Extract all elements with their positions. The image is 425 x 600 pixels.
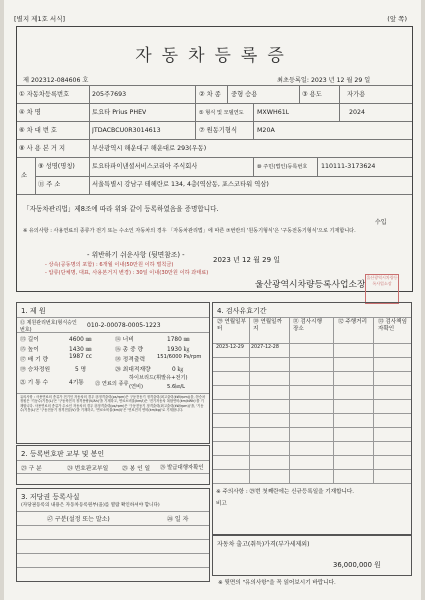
owner-name-label: ⑨ 성명(명칭) [38, 163, 75, 170]
inspection-col-place: ㉛ 검사시행장소 [293, 319, 322, 332]
violation-title: - 위반하기 쉬운사항 (뒷면참조) - [87, 251, 185, 259]
footer-note: ※ 뒷면의 "유의사항"을 꼭 읽어보시기 바랍니다. [218, 580, 336, 586]
width-label: ⑭ 너비 [115, 337, 134, 343]
mortgage-subtitle: (자당권등록의 내용은 자동차등록원부(을)를 열람 확인하셔야 합니다) [21, 503, 160, 508]
load-value: 0 ㎏ [172, 367, 184, 373]
form-label: [별지 제1호 서식] [14, 15, 66, 23]
engine-label: ⑦ 원동기형식 [199, 127, 238, 134]
first-reg-label: 최초등록일: [277, 77, 309, 84]
plate-col-2: ㉔ 번호판교부일 [67, 466, 109, 472]
official-seal-stamp: 울산광역시차량등록사업소장 [365, 274, 399, 304]
price-section [212, 534, 412, 576]
height-value: 1430 ㎜ [69, 347, 92, 353]
id-label: ⑩ 주민(법인)등록번호 [257, 164, 308, 170]
reg-no-label: ① 자동차등록번호 [19, 91, 70, 98]
inspection-note: ※ 주의사항 : ㉙번 첫째란에는 신규등록일을 기재합니다. [216, 489, 355, 495]
inspection-col-to: ㉚ 연월일까지 [253, 319, 282, 332]
displacement-label: ⑰ 배 기 량 [20, 357, 49, 363]
inspection-title: 4. 검사유효기간 [217, 307, 267, 315]
power-value: 151/6000 Ps/rpm [157, 354, 202, 360]
plate-col-1: ㉓ 구 분 [21, 466, 42, 472]
type-value: 중형 승용 [231, 91, 258, 98]
model-label: ⑤ 형식 및 모델연도 [199, 110, 244, 116]
violation-line-1: - 상속(공동명의 포함) : 6개월 이내(50만원 이하 벌칙금) [45, 262, 174, 268]
specs-section [16, 302, 210, 444]
note-1: ※ 유의사항 : 사용연료의 종류가 전기 또는 수소인 자동차의 경우 「자동차관리법」에 따른 ⑦번란의 '원동기형식'은 '구동전동기형식'으로 기재합니다. [23, 228, 356, 234]
certificate-frame [16, 26, 413, 292]
certificate-number [23, 75, 88, 84]
mortgage-title: 3. 저당권 등록사실 [21, 493, 80, 501]
model-year-value: 2024 [349, 109, 366, 116]
owner-label: 소 [21, 172, 28, 179]
engine-value: M20A [257, 127, 275, 134]
side-label: (앞 쪽) [387, 15, 407, 23]
certificate-page [4, 0, 421, 600]
vin-label: ⑥ 차 대 번 호 [19, 127, 57, 134]
seats-value: 5 명 [75, 367, 87, 373]
inspection-section [212, 302, 412, 536]
approval-label: ⑫ 제원관리번호(형식승인번호) [20, 320, 77, 333]
length-label: ⑬ 길이 [20, 337, 39, 343]
location-label: ⑧ 사 용 본 거 지 [19, 145, 66, 152]
violation-line-2: - 압류(단체명, 대표, 사용본거지 변경) : 30일 이내(30만원 이하 과태료) [45, 270, 209, 276]
name-value: 토요타 Prius PHEV [92, 109, 147, 116]
certify-text: 「자동차관리법」제8조에 따라 위와 같이 등록하였음을 증명합니다. [23, 205, 219, 213]
inspection-row1-from: 2023-12-29 [216, 345, 244, 350]
plate-section [16, 445, 210, 485]
fuel-value: 하이브리드(휘발유+전기) [129, 375, 188, 381]
number-suffix: 호 [82, 77, 89, 84]
displacement-value: 1987 cc [69, 354, 92, 360]
load-label: ⑳ 최대적재량 [115, 367, 151, 373]
approval-value: 010-2-00078-0005-1223 [87, 322, 161, 329]
row-1 [17, 85, 412, 104]
issue-date: 2023 년 12 월 29 일 [213, 256, 281, 264]
price-value: 36,000,000 원 [333, 561, 381, 569]
inspection-col-mileage: ㉜ 주행거리 [338, 319, 367, 325]
first-registration [277, 75, 370, 84]
owner-name-value: 토요타파이낸셜서비스코리아 주식회사 [92, 163, 198, 170]
inspection-row1-to: 2027-12-28 [251, 345, 279, 350]
location-value: 부산광역시 해운대구 해운대로 293(우동) [92, 145, 207, 152]
seats-label: ⑲ 승차정원 [20, 367, 51, 373]
efficiency-label: (연비) [129, 384, 144, 390]
model-value: MXWH61L [257, 109, 290, 116]
remarks-label: 비고 [216, 501, 227, 507]
first-reg-date: 2023 년 12 월 29 일 [310, 77, 371, 84]
vin-value: JTDACBCU0R3014613 [92, 127, 161, 134]
reg-no-value: 205주7693 [92, 91, 127, 98]
mortgage-section [16, 488, 210, 582]
page-title: 자동차등록증 [135, 46, 294, 66]
row-4 [17, 139, 412, 158]
height-label: ⑮ 높이 [20, 347, 39, 353]
weight-value: 1930 ㎏ [167, 347, 190, 353]
owner-block [17, 157, 412, 195]
row-3 [17, 121, 412, 140]
mortgage-col-1: ㉗ 구분(설정 또는 말소) [47, 516, 110, 523]
issue-office: 울산광역시차량등록사업소장 [255, 280, 366, 290]
plate-title: 2. 등록번호판 교부 및 봉인 [21, 450, 105, 458]
name-label: ④ 차 명 [19, 109, 41, 116]
weight-label: ⑯ 총 중 량 [115, 347, 144, 353]
specs-note: 유의사항 : 사용연료의 종류가 전기인 자동차의 경우 ⑱정격출력(ps/rpm)은 구동전동기 정격출력(최고출력(kW/rpm))을, ⑲승차정원은 '기동수/기통(L)'은 '구동축전지 정격용량(V/Ah)'을 기재하고, 연료소비율(km/l)은 '전기자동차 복합연비(km/kWh)'를 기재합니다. 사용연료의 종류가 수소인 자동차의 경우 ⑱정격출력(ps/rpm)은 '구동전동기 정격출력(최고출력(kW/rpm))'을, '기동수/기통(L)'은 '구동전동기 정격전압(V)'을 기재하고, '연료소비율(km/l)'은 '연료전지 연비(km/kg)'로 기재합니다. [20, 395, 206, 413]
id-value: 110111-3173624 [321, 163, 376, 170]
fuel-label: ㉒ 연료의 종류 [95, 381, 129, 387]
plate-col-4: ㉖ 발급대행자확인 [160, 465, 204, 471]
efficiency-value: 5.6㎞/L [167, 384, 186, 390]
plate-col-3: ㉕ 봉 인 일 [122, 466, 151, 472]
number-value: 202312-084606 [30, 77, 81, 84]
inspection-col-from: ㉙ 연월일부터 [217, 319, 246, 332]
addr-label: ⑪ 주 소 [38, 181, 61, 188]
width-value: 1780 ㎜ [167, 337, 190, 343]
cylinders-label: ㉑ 기 통 수 [20, 380, 49, 386]
price-label: 자동차 출고(취득)가격(부가세제외) [217, 541, 310, 548]
addr-value: 서울특별시 강남구 테헤란로 134, 4층(역삼동, 포스코타워 역삼) [92, 181, 269, 188]
use-value: 자가용 [347, 91, 366, 98]
mortgage-col-2: ㉘ 일 자 [167, 516, 189, 523]
type-label: ② 차 종 [199, 91, 221, 98]
fee-label: 수입 [375, 219, 387, 226]
length-value: 4600 ㎜ [69, 337, 92, 343]
cylinders-value: 4기통 [69, 380, 84, 386]
use-label: ③ 용도 [302, 91, 322, 98]
power-label: ⑱ 정격출력 [115, 357, 146, 363]
row-2 [17, 103, 412, 122]
number-label: 제 [23, 77, 29, 84]
specs-title: 1. 제 원 [21, 307, 46, 315]
inspection-col-officer: ㉝ 검사책임자확인 [378, 319, 407, 332]
